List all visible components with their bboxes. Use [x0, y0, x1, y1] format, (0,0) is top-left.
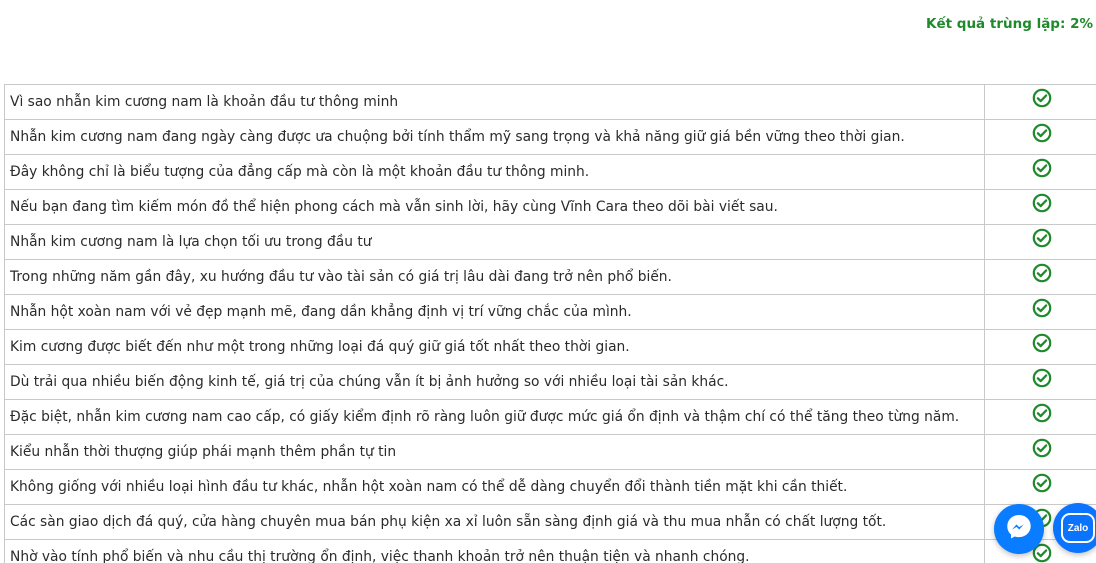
status-cell [985, 295, 1096, 330]
sentence-cell: Vì sao nhẫn kim cương nam là khoản đầu tư thông minh [5, 85, 985, 120]
sentence-cell: Không giống với nhiều loại hình đầu tư khác, nhẫn hột xoàn nam có thể dễ dàng chuyển đổi thành tiền mặt khi cần thiết. [5, 470, 985, 505]
check-circle-icon [1032, 123, 1052, 143]
status-cell [985, 435, 1096, 470]
zalo-chat-button[interactable] [1053, 503, 1096, 553]
check-circle-icon [1032, 298, 1052, 318]
messenger-icon [1004, 512, 1034, 546]
check-circle-icon [1032, 88, 1052, 108]
sentence-check-table-body [5, 85, 1096, 563]
sentence-cell: Kim cương được biết đến như một trong những loại đá quý giữ giá tốt nhất theo thời gian. [5, 330, 985, 365]
sentence-cell: Nhờ vào tính phổ biến và nhu cầu thị trường ổn định, việc thanh khoản trở nên thuận tiện và nhanh chóng. [5, 540, 985, 563]
sentence-cell: Các sàn giao dịch đá quý, cửa hàng chuyên mua bán phụ kiện xa xỉ luôn sẵn sàng định giá và thu mua nhẫn có chất lượng tốt. [5, 505, 985, 540]
table-row [5, 435, 1096, 470]
table-row [5, 190, 1096, 225]
status-cell [985, 120, 1096, 155]
sentence-cell: Đây không chỉ là biểu tượng của đẳng cấp mà còn là một khoản đầu tư thông minh. [5, 155, 985, 190]
status-cell [985, 400, 1096, 435]
check-circle-icon [1032, 333, 1052, 353]
status-cell [985, 155, 1096, 190]
sentence-cell: Nhẫn kim cương nam đang ngày càng được ưa chuộng bởi tính thẩm mỹ sang trọng và khả năng giữ giá bền vững theo thời gian. [5, 120, 985, 155]
sentence-cell: Nếu bạn đang tìm kiếm món đồ thể hiện phong cách mà vẫn sinh lời, hãy cùng Vĩnh Cara theo dõi bài viết sau. [5, 190, 985, 225]
table-row [5, 540, 1096, 563]
zalo-label: Zalo [1067, 522, 1089, 534]
sentence-cell: Dù trải qua nhiều biến động kinh tế, giá trị của chúng vẫn ít bị ảnh hưởng so với nhiều loại tài sản khác. [5, 365, 985, 400]
table-row [5, 330, 1096, 365]
check-circle-icon [1032, 263, 1052, 283]
status-cell [985, 365, 1096, 400]
sentence-cell: Kiểu nhẫn thời thượng giúp phái mạnh thêm phần tự tin [5, 435, 985, 470]
table-row [5, 120, 1096, 155]
status-cell [985, 225, 1096, 260]
table-row [5, 400, 1096, 435]
sentence-check-table [4, 84, 1096, 563]
status-cell [985, 470, 1096, 505]
check-circle-icon [1032, 403, 1052, 423]
zalo-icon [1061, 513, 1095, 543]
sentence-cell: Đặc biệt, nhẫn kim cương nam cao cấp, có giấy kiểm định rõ ràng luôn giữ được mức giá ổn định và thậm chí có thể tăng theo từng năm. [5, 400, 985, 435]
table-row [5, 365, 1096, 400]
status-cell [985, 85, 1096, 120]
sentence-cell: Nhẫn hột xoàn nam với vẻ đẹp mạnh mẽ, đang dần khẳng định vị trí vững chắc của mình. [5, 295, 985, 330]
table-row [5, 85, 1096, 120]
check-circle-icon [1032, 158, 1052, 178]
table-row [5, 295, 1096, 330]
duplicate-result-summary [926, 16, 1093, 32]
table-row [5, 260, 1096, 295]
sentence-cell: Trong những năm gần đây, xu hướng đầu tư vào tài sản có giá trị lâu dài đang trở nên phổ biến. [5, 260, 985, 295]
status-cell [985, 330, 1096, 365]
check-circle-icon [1032, 228, 1052, 248]
check-circle-icon [1032, 438, 1052, 458]
check-circle-icon [1032, 473, 1052, 493]
status-cell [985, 190, 1096, 225]
check-circle-icon [1032, 193, 1052, 213]
sentence-cell: Nhẫn kim cương nam là lựa chọn tối ưu trong đầu tư [5, 225, 985, 260]
status-cell [985, 260, 1096, 295]
table-row [5, 225, 1096, 260]
duplicate-result-label: Kết quả trùng lặp: 2% [926, 16, 1093, 32]
table-row [5, 505, 1096, 540]
messenger-chat-button[interactable] [994, 504, 1044, 554]
table-row [5, 155, 1096, 190]
table-row [5, 470, 1096, 505]
check-circle-icon [1032, 368, 1052, 388]
